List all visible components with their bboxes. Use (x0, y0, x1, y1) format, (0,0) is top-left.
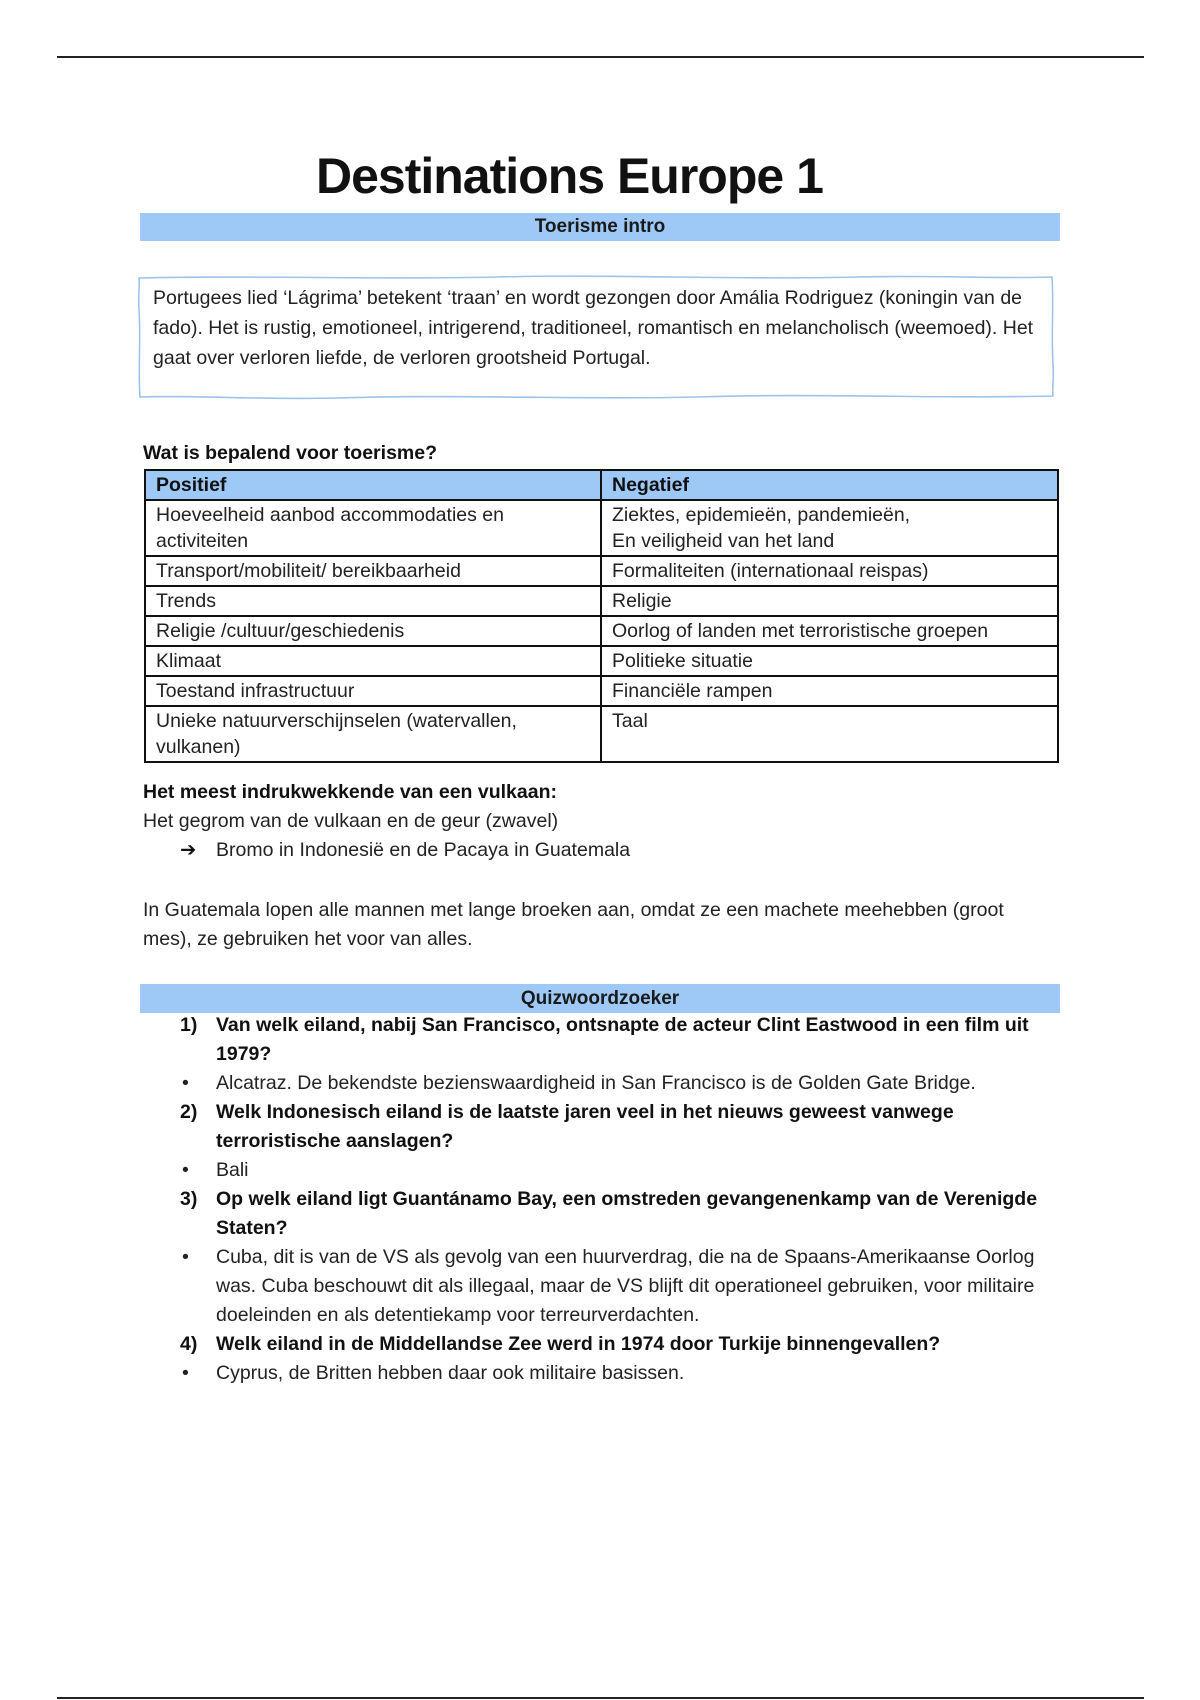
answer-text: Cuba, dit is van de VS als gevolg van een huurverdrag, die na de Spaans-Amerikaanse Oorlog was. Cuba beschouwt dit als illegaal, maar de VS blijft dit operationeel gebruiken, voor militaire doeleinden en als detentiekamp voor terreurverdachten. (216, 1246, 1035, 1326)
bullet-icon: • (182, 1159, 189, 1181)
negatief-cell: Politieke situatie (601, 646, 1058, 676)
quiz-answer (180, 1359, 1060, 1388)
positief-cell: Klimaat (145, 646, 601, 676)
intro-text: Portugees lied ‘Lágrima’ betekent ‘traan’ en wordt gezongen door Amália Rodriguez (koningin van de fado). Het is rustig, emotioneel, intrigerend, traditioneel, romantisch en melancholisch (weemoed). Het gaat over verloren liefde, de verloren grootsheid Portugal. (153, 287, 1034, 369)
table-row (145, 616, 1058, 646)
quiz-answer (180, 1156, 1060, 1185)
negatief-cell: Religie (601, 586, 1058, 616)
answer-text: Cyprus, de Britten hebben daar ook militaire basissen. (216, 1362, 685, 1384)
table-row (145, 676, 1058, 706)
quiz-question (180, 1330, 1060, 1359)
question-text: Welk eiland in de Middellandse Zee werd in 1974 door Turkije binnengevallen? (216, 1333, 941, 1355)
guatemala-text: In Guatemala lopen alle mannen met lange broeken aan, omdat ze een machete meehebben (groot mes), ze gebruiken het voor van alles. (143, 899, 1004, 950)
bullet-icon: • (182, 1246, 189, 1268)
positief-cell: Religie /cultuur/geschiedenis (145, 616, 601, 646)
positief-cell: Toestand infrastructuur (145, 676, 601, 706)
quiz-question (180, 1011, 1060, 1069)
volcano-heading: Het meest indrukwekkende van een vulkaan: (143, 781, 557, 803)
question-number: 3) (180, 1188, 198, 1210)
quiz-answer (180, 1069, 1060, 1098)
bottom-rule (57, 1697, 1144, 1699)
section-band-quiz: Quizwoordzoeker (140, 984, 1060, 1013)
bullet-icon: • (182, 1362, 189, 1384)
quiz-list (180, 1011, 1060, 1388)
top-rule (57, 56, 1144, 58)
intro-box (137, 274, 1055, 400)
question-text: Op welk eiland ligt Guantánamo Bay, een omstreden gevangenenkamp van de Verenigde Staten? (216, 1188, 1038, 1239)
negatief-cell: Taal (601, 706, 1058, 762)
header-positief: Positief (145, 470, 601, 500)
quiz-question (180, 1098, 1060, 1156)
question-number: 4) (180, 1333, 198, 1355)
bullet-icon: • (182, 1072, 189, 1094)
question-number: 1) (180, 1014, 198, 1036)
table-header-row (145, 470, 1058, 500)
positief-cell: Transport/mobiliteit/ bereikbaarheid (145, 556, 601, 586)
question-text: Welk Indonesisch eiland is de laatste jaren veel in het nieuws geweest vanwege terroristische aanslagen? (216, 1101, 954, 1152)
table-heading: Wat is bepalend voor toerisme? (143, 442, 438, 464)
question-number: 2) (180, 1101, 198, 1123)
negatief-cell: Financiële rampen (601, 676, 1058, 706)
negatief-cell: Oorlog of landen met terroristische groepen (601, 616, 1058, 646)
volcano-arrow-line (180, 838, 630, 862)
question-text: Van welk eiland, nabij San Francisco, ontsnapte de acteur Clint Eastwood in een film uit 1979? (216, 1014, 1029, 1065)
arrow-right-icon: ➔ (180, 839, 197, 861)
answer-text: Bali (216, 1159, 249, 1181)
header-negatief: Negatief (601, 470, 1058, 500)
negatief-cell: Ziektes, epidemieën, pandemieën, En veiligheid van het land (601, 500, 1058, 556)
volcano-examples: Bromo in Indonesië en de Pacaya in Guatemala (216, 839, 631, 861)
page-title: Destinations Europe 1 (316, 148, 823, 204)
table-row (145, 706, 1058, 762)
table-row (145, 646, 1058, 676)
positief-cell: Unieke natuurverschijnselen (watervallen, vulkanen) (145, 706, 601, 762)
volcano-text: Het gegrom van de vulkaan en de geur (zwavel) (143, 810, 559, 832)
table-row (145, 586, 1058, 616)
quiz-answer (180, 1243, 1060, 1330)
negatief-cell: Formaliteiten (internationaal reispas) (601, 556, 1058, 586)
quiz-question (180, 1185, 1060, 1243)
positief-cell: Hoeveelheid aanbod accommodaties en activiteiten (145, 500, 601, 556)
table-row (145, 500, 1058, 556)
section-band-intro: Toerisme intro (140, 213, 1060, 241)
positief-cell: Trends (145, 586, 601, 616)
tourism-factors-table (144, 469, 1059, 763)
answer-text: Alcatraz. De bekendste bezienswaardigheid in San Francisco is de Golden Gate Bridge. (216, 1072, 976, 1094)
table-row (145, 556, 1058, 586)
